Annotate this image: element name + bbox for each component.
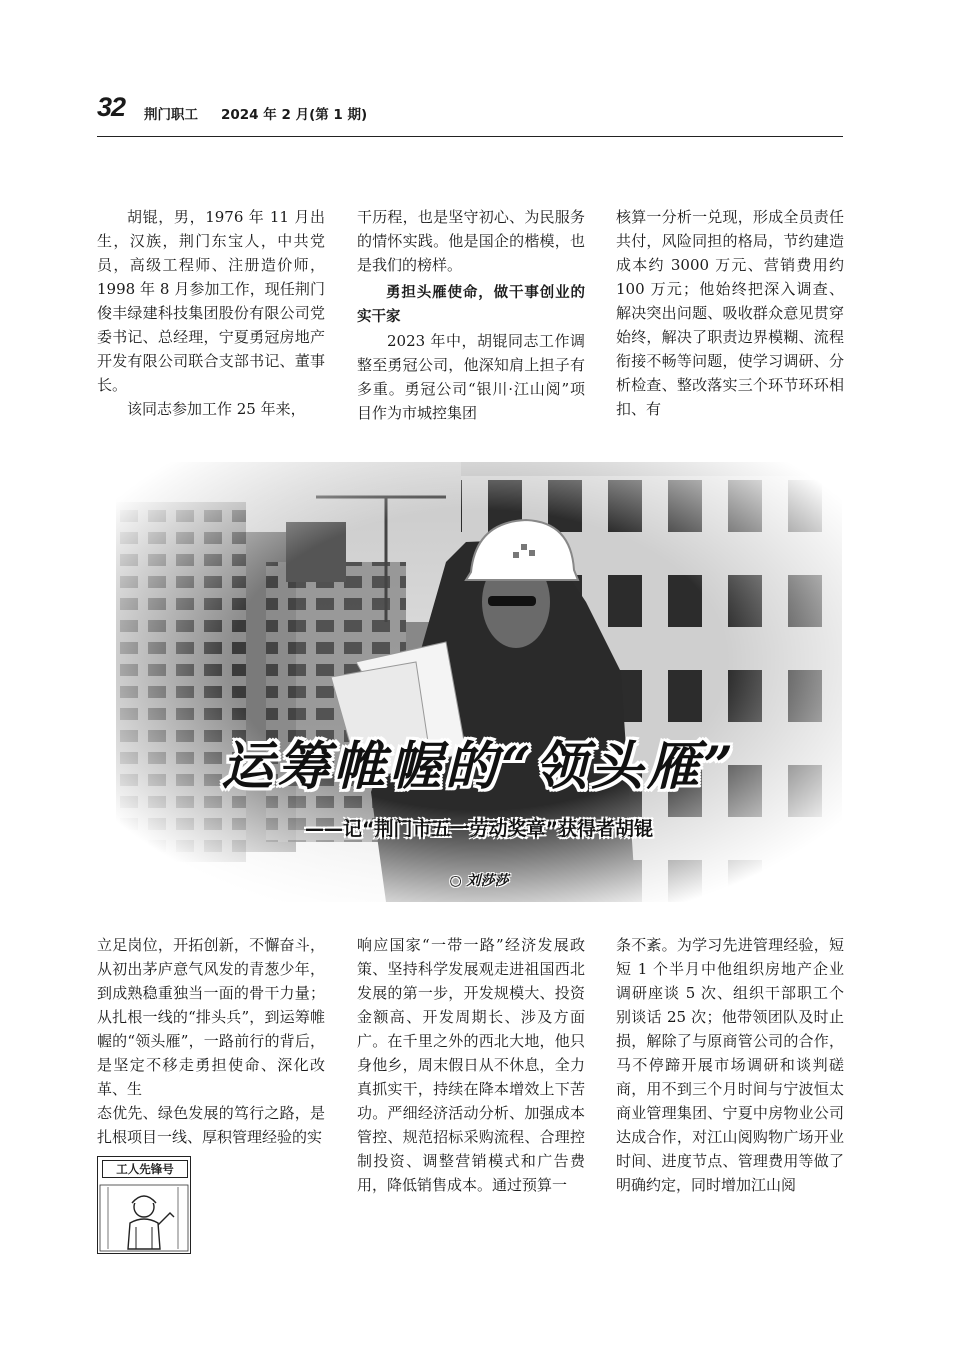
publication-name: 荆门职工 bbox=[144, 107, 198, 123]
article-column-3 bbox=[616, 205, 844, 421]
badge-label: 工人先锋号 bbox=[102, 1160, 188, 1178]
article-author: ○ 刘莎莎 bbox=[449, 873, 509, 889]
column-badge bbox=[97, 1156, 191, 1254]
article-column-2 bbox=[357, 205, 585, 425]
page-header bbox=[97, 92, 843, 137]
article-column-4 bbox=[97, 933, 325, 1149]
article-subtitle: ——记“荆门市五一劳动奖章”获得者胡锟 bbox=[305, 818, 653, 840]
article-title: 运筹帷幄的“领头雁” bbox=[221, 736, 737, 797]
article-column-6 bbox=[616, 933, 844, 1197]
paragraph: 立足岗位，开拓创新，不懈奋斗，从初出茅庐意气风发的青葱少年，到成熟稳重独当一面的骨干力量；从扎根一线的“排头兵”，到运筹帷幄的“领头雁”，一路前行的背后，是坚定不移走勇担使命、深化改革、生 bbox=[97, 936, 325, 1098]
article-column-5 bbox=[357, 933, 585, 1197]
section-heading: 勇担头雁使命，做干事创业的实干家 bbox=[357, 285, 585, 325]
paragraph: 响应国家“一带一路”经济发展政策、坚持科学发展观走进祖国西北发展的第一步，开发规模大、投资金额高、开发周期长、涉及方面广。在千里之外的西北大地，他只身他乡，周末假日从不休息，全力真抓实干，持续在降本增效上下苦功。严细经济活动分析、加强成本管控、规范招标采购流程、合理控制投资、调整营销模式和广告费用，降低销售成本。通过预算一 bbox=[357, 936, 585, 1194]
feature-photo bbox=[116, 462, 842, 902]
paragraph: 该同志参加工作 25 年来， bbox=[127, 400, 306, 418]
paragraph: 干历程，也是坚守初心、为民服务的情怀实践。他是国企的楷模，也是我们的榜样。 bbox=[357, 208, 585, 274]
paragraph: 核算一分析一兑现，形成全员责任共付，风险同担的格局，节约建造成本约 3000 万元、营销费用约 100 万元；他始终把深入调查、解决突出问题、吸收群众意见贯穿始终，解决了职责边界模糊、流程衔接不畅等问题，使学习调研、分析检查、整改落实三个环节环环相扣、有 bbox=[616, 208, 844, 418]
paragraph: 条不紊。为学习先进管理经验，短短 1 个半月中他组织房地产企业调研座谈 5 次、组织干部职工个别谈话 25 次；他带领团队及时止损，解除了与原商管公司的合作，马不停蹄开展市场调研和谈判磋商，用不到三个月时间与宁波恒太商业管理集团、宁夏中房物业公司达成合作，对江山阅购物广场开业时间、进度节点、管理费用等做了明确约定，同时增加江山阅 bbox=[616, 936, 844, 1194]
page-number: 32 bbox=[97, 92, 126, 122]
issue-date: 2024 年 2 月(第 1 期) bbox=[221, 107, 368, 123]
paragraph: 态优先、绿色发展的笃行之路，是扎根项目一线、厚积管理经验的实 bbox=[97, 1104, 325, 1146]
article-column-1 bbox=[97, 205, 325, 421]
paragraph: 2023 年中，胡锟同志工作调整至勇冠公司，他深知肩上担子有多重。勇冠公司“银川·江山阅”项目作为市城控集团 bbox=[357, 332, 585, 422]
paragraph: 胡锟，男，1976 年 11 月出生，汉族，荆门东宝人，中共党员，高级工程师、注册造价师，1998 年 8 月参加工作，现任荆门俊丰绿建科技集团股份有限公司党委书记、总经理，宁夏勇冠房地产开发有限公司联合支部书记、董事长。 bbox=[97, 208, 325, 394]
